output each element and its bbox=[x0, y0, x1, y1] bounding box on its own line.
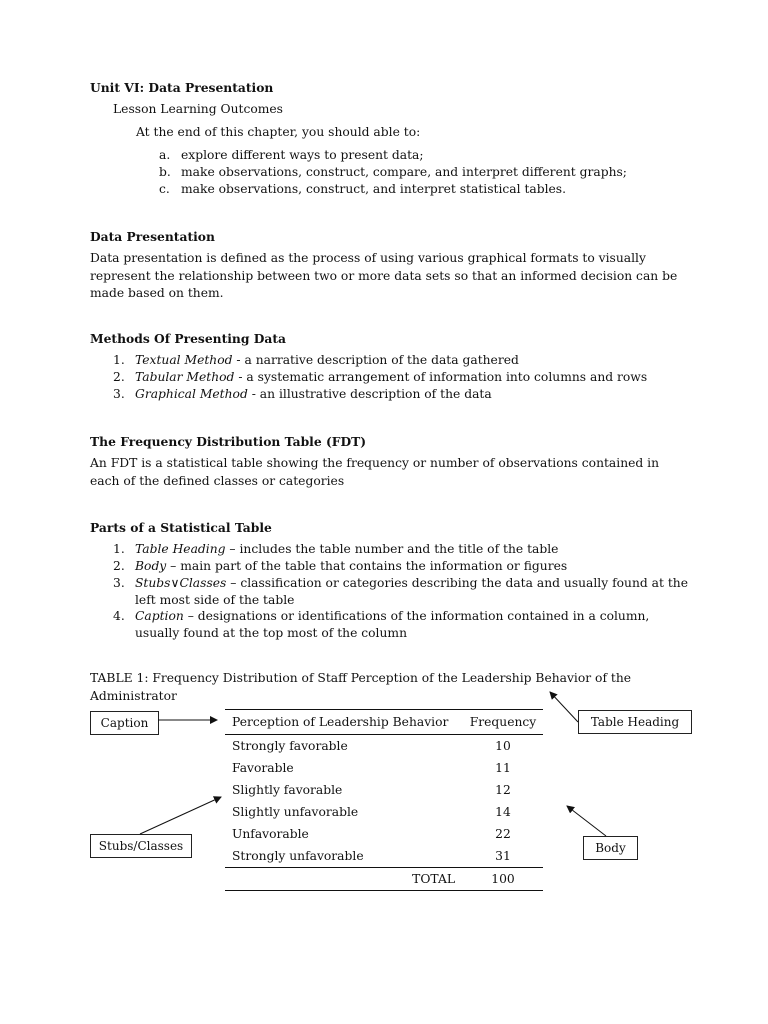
fdt-body: An FDT is a statistical table showing the frequency or number of observations contained in each of the defined classes or categories bbox=[90, 456, 660, 488]
outcomes-heading: Lesson Learning Outcomes bbox=[113, 102, 283, 116]
row-frequency: 22 bbox=[495, 827, 511, 841]
row-label: Slightly unfavorable bbox=[232, 805, 359, 819]
row-label: Favorable bbox=[232, 761, 294, 775]
section-heading-methods: Methods Of Presenting Data bbox=[90, 331, 287, 346]
list-marker: a. bbox=[159, 148, 171, 162]
section-heading-fdt: The Frequency Distribution Table (FDT) bbox=[90, 434, 367, 449]
column-header-frequency: Frequency bbox=[463, 710, 543, 735]
part-term: Stubs∨Classes bbox=[135, 576, 227, 590]
part-desc: – designations or identifications of the information contained in a column, usually found at the top most of the column bbox=[135, 609, 650, 640]
table-heading-label-box: Table Heading bbox=[578, 710, 692, 734]
row-label: Strongly unfavorable bbox=[232, 849, 364, 863]
data-presentation-body: Data presentation is defined as the process of using various graphical formats to visually represent the relationship between two or more data sets so that an informed decision can be made based on them. bbox=[90, 251, 678, 300]
body-label-box: Body bbox=[583, 836, 638, 860]
part-term: Caption bbox=[135, 609, 184, 623]
row-frequency: 11 bbox=[495, 761, 511, 775]
part-desc: – main part of the table that contains the information or figures bbox=[166, 559, 568, 573]
row-frequency: 14 bbox=[495, 805, 511, 819]
list-marker: 3. bbox=[113, 387, 125, 401]
method-desc: - a systematic arrangement of information into columns and rows bbox=[234, 370, 648, 384]
row-label: Strongly favorable bbox=[232, 739, 348, 753]
list-text: make observations, construct, compare, and interpret different graphs; bbox=[181, 165, 627, 179]
list-marker: b. bbox=[159, 165, 171, 179]
method-term: Graphical Method bbox=[135, 387, 248, 401]
stubs-arrow bbox=[140, 797, 221, 834]
list-text: explore different ways to present data; bbox=[181, 148, 424, 162]
part-desc: – includes the table number and the title of the table bbox=[225, 542, 559, 556]
caption-label-box: Caption bbox=[90, 711, 159, 735]
list-text: make observations, construct, and interpret statistical tables. bbox=[181, 182, 567, 196]
row-frequency: 31 bbox=[495, 849, 511, 863]
table-title: TABLE 1: Frequency Distribution of Staff Perception of the Leadership Behavior of the Administrator bbox=[90, 671, 632, 703]
table-heading-arrow bbox=[550, 692, 578, 722]
row-label: Slightly favorable bbox=[232, 783, 343, 797]
unit-title: Unit VI: Data Presentation bbox=[90, 80, 274, 95]
list-marker: c. bbox=[159, 182, 170, 196]
list-marker: 1. bbox=[113, 542, 125, 556]
part-term: Table Heading bbox=[135, 542, 226, 556]
column-header-perception: Perception of Leadership Behavior bbox=[225, 710, 463, 735]
method-term: Textual Method bbox=[135, 353, 233, 367]
row-frequency: 10 bbox=[495, 739, 511, 753]
total-value: 100 bbox=[463, 868, 543, 891]
list-marker: 4. bbox=[113, 609, 125, 623]
list-marker: 1. bbox=[113, 353, 125, 367]
list-marker: 2. bbox=[113, 370, 125, 384]
list-marker: 2. bbox=[113, 559, 125, 573]
total-label: TOTAL bbox=[225, 868, 463, 891]
method-term: Tabular Method bbox=[135, 370, 235, 384]
part-term: Body bbox=[135, 559, 167, 573]
stubs-label-box: Stubs/Classes bbox=[90, 834, 192, 858]
section-heading-parts: Parts of a Statistical Table bbox=[90, 520, 272, 535]
body-arrow bbox=[567, 806, 606, 836]
row-frequency: 12 bbox=[495, 783, 511, 797]
list-marker: 3. bbox=[113, 576, 125, 590]
row-label: Unfavorable bbox=[232, 827, 309, 841]
outcomes-intro: At the end of this chapter, you should able to: bbox=[136, 125, 421, 139]
method-desc: - an illustrative description of the data bbox=[247, 387, 492, 401]
part-desc: – classification or categories describing the data and usually found at the left most side of the table bbox=[135, 576, 688, 607]
section-heading-data-presentation: Data Presentation bbox=[90, 229, 215, 244]
method-desc: - a narrative description of the data gathered bbox=[232, 353, 519, 367]
